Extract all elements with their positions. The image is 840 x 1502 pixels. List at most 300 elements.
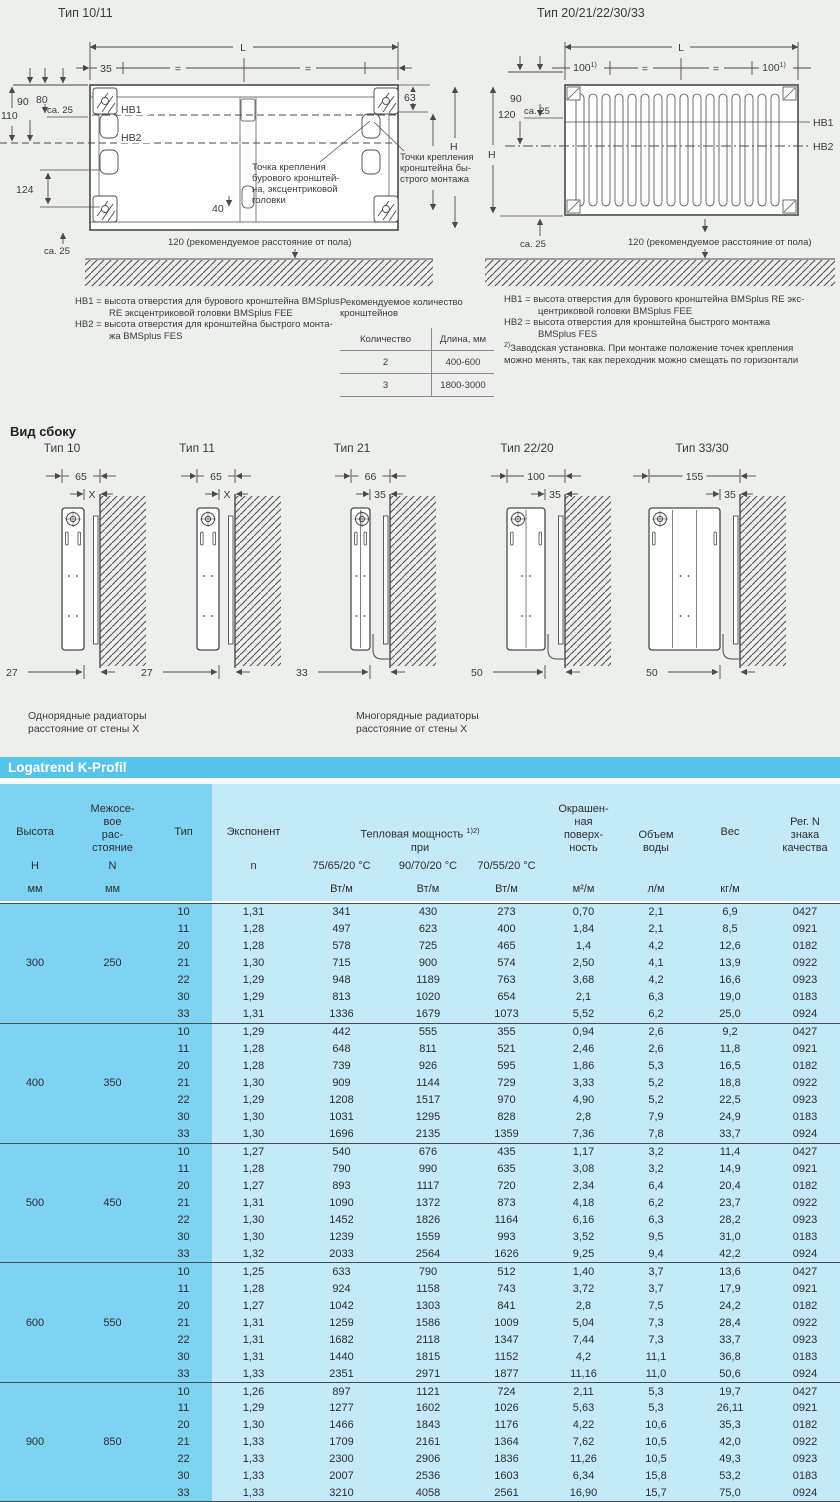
side-inner-dim: X [223,489,231,501]
type-cell: 30 [155,1348,212,1365]
power-75-cell: 1440 [329,1350,354,1363]
side-view-title: Тип 33/30 [675,441,729,455]
exponent-cell: 1,33 [242,1469,265,1482]
power-90-cell: 1158 [416,1282,440,1295]
power-90-cell: 1117 [416,1180,440,1193]
spacing-value: 450 [70,1144,155,1263]
power-75-cell: 1259 [329,1316,354,1329]
reg-number-cell: 0427 [792,1265,818,1278]
volume-cell: 5,3 [648,1402,664,1415]
col-header-type: Тип [174,826,193,838]
power-90-cell: 1189 [416,974,440,987]
type-cell: 22 [155,972,212,989]
exponent-cell: 1,29 [242,1026,265,1039]
exponent-cell: 1,25 [242,1265,265,1278]
unit-wt-1: Вт/м [330,883,353,895]
side-view-title: Тип 21 [333,441,371,455]
power-90-cell: 555 [418,1026,438,1039]
dim-eq-1: = [174,63,182,75]
svg-text:строго монтажа: строго монтажа [400,174,470,185]
power-70-cell: 763 [497,974,516,987]
dim-120: 120 [498,109,516,121]
type-cell: 21 [155,955,212,972]
type-cell: 22 [155,1331,212,1348]
reg-number-cell: 0183 [792,1350,818,1363]
volume-cell: 7,9 [648,1111,664,1124]
power-70-cell: 1836 [494,1452,519,1465]
surface-cell: 4,18 [572,1196,595,1209]
reg-number-cell: 0921 [792,1043,818,1056]
exponent-cell: 1,28 [242,940,265,953]
power-75-cell: 909 [332,1077,351,1090]
spacing-value: 850 [70,1383,155,1501]
bracket-table-title-1: Рекомендуемое количество [340,297,463,308]
col-header-exponent: Экспонент [226,826,281,838]
dim-63: 63 [404,92,416,104]
height-value: 600 [0,1263,70,1382]
power-75-cell: 2033 [329,1247,354,1260]
type-cell: 33 [155,1006,212,1023]
reg-number-cell: 0182 [792,1299,818,1312]
power-70-cell: 1026 [494,1402,519,1415]
volume-cell: 7,8 [648,1128,664,1141]
power-70-cell: 720 [497,1180,516,1193]
type-cell: 10 [155,1263,212,1280]
table-block [0,1262,840,1382]
surface-cell: 16,90 [569,1486,598,1499]
power-75-cell: 341 [332,906,351,919]
weight-cell: 35,3 [719,1419,741,1432]
bracket-cell: 1800-3000 [432,374,494,397]
bracket-cell: 400-600 [432,351,494,374]
type-cell: 33 [155,1126,212,1143]
label-hb2: HB2 [121,132,142,144]
power-90-cell: 4058 [415,1486,441,1499]
height-value: 400 [0,1024,70,1143]
weight-cell: 49,3 [719,1452,741,1465]
bracket-cell: 2 [340,351,432,374]
dim-ca25-bottom-right: ca. 25 [520,239,546,250]
surface-cell: 6,34 [572,1469,595,1482]
power-75-cell: 1090 [329,1196,354,1209]
surface-cell: 3,08 [572,1163,595,1176]
table-header [0,784,840,903]
reg-number-cell: 0922 [792,1436,818,1449]
side-view-diagram [135,438,305,688]
surface-cell: 1,40 [572,1265,595,1278]
weight-cell: 16,6 [719,974,741,987]
caption-single-row: Однорядные радиаторы расстояние от стены X [28,710,147,735]
footnote-hb-left: HB1 = высота отверстия для бурового кронштейна BMSplus RE эксцентриковой головки BMSplus FEE HB2 = высота отверстия для кронштейна быстрого монта- жа BMSplus FES [75,296,340,342]
reg-number-cell: 0924 [792,1367,818,1380]
bracket-col-length: Длина, мм [432,328,494,351]
exponent-cell: 1,27 [242,1299,265,1312]
reg-number-cell: 0923 [792,1213,818,1226]
reg-number-cell: 0924 [792,1486,818,1499]
weight-cell: 28,4 [719,1316,741,1329]
volume-cell: 3,2 [648,1146,664,1159]
power-75-cell: 540 [332,1146,351,1159]
power-70-cell: 993 [497,1230,516,1243]
floor-distance-note-left: 120 (рекомендуемое расстояние от пола) [168,237,352,248]
weight-cell: 20,4 [719,1180,741,1193]
power-75-cell: 578 [332,940,351,953]
volume-cell: 11,1 [645,1350,667,1363]
weight-cell: 11,8 [719,1043,741,1056]
weight-cell: 12,6 [719,940,741,953]
surface-cell: 1,4 [575,940,592,953]
subheader-temp-75: 75/65/20 °C [312,860,371,872]
unit-mm-1: мм [27,883,43,895]
surface-cell: 5,04 [572,1316,595,1329]
weight-cell: 19,7 [719,1385,741,1398]
surface-cell: 2,1 [575,991,592,1004]
svg-text:головки: головки [252,195,286,206]
weight-cell: 50,6 [719,1367,741,1380]
unit-wt-2: Вт/м [416,883,440,895]
weight-cell: 14,9 [719,1163,741,1176]
side-top-dim: 100 [527,471,545,483]
dim-80: 80 [36,94,48,106]
reg-number-cell: 0921 [792,1163,818,1176]
reg-number-cell: 0427 [792,1385,818,1398]
type-cell: 33 [155,1245,212,1262]
exponent-cell: 1,27 [242,1180,265,1193]
type-cell: 22 [155,1092,212,1109]
power-75-cell: 442 [332,1026,351,1039]
wall-hatch [390,496,436,666]
volume-cell: 15,7 [645,1486,667,1499]
reg-number-cell: 0922 [792,1316,818,1329]
reg-number-cell: 0923 [792,1333,818,1346]
type-cell: 20 [155,938,212,955]
wall-hatch [740,496,786,666]
reg-number-cell: 0922 [792,957,818,970]
type-cell: 30 [155,1109,212,1126]
spec-table [0,757,840,1502]
power-75-cell: 1682 [329,1333,354,1346]
weight-cell: 24,9 [719,1111,741,1124]
volume-cell: 7,5 [648,1299,664,1312]
surface-cell: 5,52 [572,1008,595,1021]
volume-cell: 4,2 [648,974,664,987]
floor-hatch-left [85,260,433,286]
side-top-dim: 65 [210,471,222,483]
volume-cell: 3,7 [648,1282,664,1295]
side-inner-dim: 35 [549,489,561,501]
power-90-cell: 790 [418,1265,438,1278]
power-70-cell: 1073 [494,1008,519,1021]
exponent-cell: 1,28 [242,923,265,936]
power-90-cell: 811 [419,1043,437,1056]
dim-90: 90 [17,96,29,108]
reg-number-cell: 0924 [792,1128,818,1141]
volume-cell: 7,3 [648,1333,664,1346]
surface-cell: 3,68 [572,974,595,987]
reg-number-cell: 0427 [792,906,818,919]
power-70-cell: 1603 [494,1469,519,1482]
footnote-hb-right: HB1 = высота отверстия для бурового кронштейна BMSplus RE экс- центриковой головки BMSplus FEE HB2 = высота отверстия для кронштейна быстрого монтажа BMSplus FES $^{2)}$Заводская установка. При монтаже положение точек крепления можно менять, так как переходник можно смещать по горизонтали [504,294,805,366]
type-cell: 11 [155,921,212,938]
radiator-body-ribbed [565,85,798,215]
power-75-cell: 1466 [329,1419,354,1432]
power-90-cell: 1586 [415,1316,441,1329]
surface-cell: 4,90 [572,1094,595,1107]
power-90-cell: 2135 [415,1128,441,1141]
power-75-cell: 790 [332,1163,351,1176]
power-70-cell: 1176 [494,1419,519,1432]
surface-cell: 2,46 [572,1043,595,1056]
type-cell: 10 [155,1144,212,1161]
side-bottom-dim: 33 [296,667,308,679]
table-block [0,903,840,1023]
weight-cell: 17,9 [719,1282,741,1295]
volume-cell: 10,5 [645,1452,667,1465]
weight-cell: 33,7 [719,1128,741,1141]
volume-cell: 4,1 [648,957,664,970]
exponent-cell: 1,31 [242,906,265,919]
type-cell: 21 [155,1195,212,1212]
diagram-title-right: Тип 20/21/22/30/33 [537,6,645,20]
weight-cell: 19,0 [719,991,741,1004]
reg-number-cell: 0921 [792,923,818,936]
exponent-cell: 1,33 [242,1436,265,1449]
exponent-cell: 1,30 [242,1213,265,1226]
power-90-cell: 2118 [416,1333,440,1346]
power-75-cell: 897 [332,1385,351,1398]
height-value: 500 [0,1144,70,1263]
power-75-cell: 2007 [329,1469,354,1482]
exponent-cell: 1,29 [242,1402,265,1415]
panel-body [649,508,720,650]
power-75-cell: 1208 [329,1094,354,1107]
type-cell: 21 [155,1314,212,1331]
wall-hatch [565,496,611,666]
type-cell: 22 [155,1451,212,1468]
type-cell: 22 [155,1211,212,1228]
side-view-title: Тип 22/20 [500,441,554,455]
side-top-dim: 66 [364,471,377,483]
type-cell: 20 [155,1178,212,1195]
product-title-bar: Logatrend K-Profil [0,757,840,778]
dim-ca25-top-right: ca. 25 [524,106,550,117]
side-view-heading: Вид сбоку [10,424,77,439]
power-75-cell: 1709 [329,1436,354,1449]
power-75-cell: 2300 [329,1452,354,1465]
reg-number-cell: 0427 [792,1146,818,1159]
power-90-cell: 1517 [415,1094,441,1107]
height-value: 900 [0,1383,70,1501]
power-70-cell: 1152 [494,1350,519,1363]
reg-number-cell: 0183 [792,1469,818,1482]
power-75-cell: 1239 [329,1230,354,1243]
panel-body [62,508,84,650]
exponent-cell: 1,33 [242,1367,265,1380]
weight-cell: 28,2 [719,1213,741,1226]
weight-cell: 16,5 [719,1060,741,1073]
surface-cell: 6,16 [572,1213,595,1226]
power-75-cell: 497 [332,923,351,936]
volume-cell: 4,2 [648,940,664,953]
floor-distance-note-right: 120 (рекомендуемое расстояние от пола) [628,237,812,248]
weight-cell: 53,2 [719,1469,741,1482]
reg-number-cell: 0183 [792,1111,818,1124]
power-90-cell: 990 [418,1163,438,1176]
subheader-H: H [31,860,39,872]
type-cell: 11 [155,1041,212,1058]
type-cell: 10 [155,904,212,921]
type-cell: 33 [155,1484,212,1501]
weight-cell: 18,8 [719,1077,741,1090]
surface-cell: 0,70 [572,906,595,919]
power-75-cell: 1031 [329,1111,354,1124]
power-70-cell: 654 [497,991,516,1004]
exponent-cell: 1,33 [242,1486,265,1499]
weight-cell: 9,2 [722,1026,738,1039]
exponent-cell: 1,28 [242,1060,265,1073]
dim-eq-r1: = [641,63,649,75]
bracket-table-title-2: кронштейнов [340,308,399,319]
dim-40: 40 [212,203,224,215]
side-view-type-11 [135,438,305,693]
power-70-cell: 743 [497,1282,516,1295]
wall-bracket [384,516,389,644]
dim-100-left: 100$^{1)}$ [573,62,597,74]
power-90-cell: 1843 [415,1419,441,1432]
wall-bracket [559,516,564,644]
power-70-cell: 574 [497,957,516,970]
type-cell: 21 [155,1434,212,1451]
power-90-cell: 725 [418,940,438,953]
side-bottom-dim: 50 [471,667,483,679]
power-70-cell: 1626 [494,1247,519,1260]
dim-L: L [240,42,246,54]
reg-number-cell: 0182 [792,1060,818,1073]
weight-cell: 26,11 [716,1402,744,1415]
exponent-cell: 1,30 [242,957,265,970]
power-70-cell: 1364 [494,1436,519,1449]
weight-cell: 22,5 [719,1094,741,1107]
front-view-type-20-33 [480,0,840,295]
surface-cell: 4,2 [575,1350,592,1363]
exponent-cell: 1,31 [242,1196,265,1209]
volume-cell: 11,0 [645,1367,667,1380]
exponent-cell: 1,30 [242,1128,265,1141]
side-bottom-dim: 27 [141,667,153,679]
volume-cell: 3,7 [648,1265,664,1278]
surface-cell: 3,72 [572,1282,595,1295]
wall-bracket [94,516,99,644]
reg-number-cell: 0182 [792,940,818,953]
exponent-cell: 1,31 [242,1316,265,1329]
dim-90-right: 90 [510,93,522,105]
power-75-cell: 924 [332,1282,351,1295]
surface-cell: 11,16 [570,1367,597,1380]
type-cell: 21 [155,1075,212,1092]
bracket-count-table [340,297,496,397]
exponent-cell: 1,29 [242,1094,265,1107]
surface-cell: 0,94 [572,1026,595,1039]
power-90-cell: 1144 [416,1077,440,1090]
bracket-cell: 3 [340,374,432,397]
weight-cell: 13,6 [719,1265,741,1278]
volume-cell: 15,8 [645,1469,667,1482]
reg-number-cell: 0924 [792,1008,818,1021]
reg-number-cell: 0183 [792,1230,818,1243]
col-header-height: Высота [16,826,54,838]
exponent-cell: 1,30 [242,1230,265,1243]
reg-number-cell: 0924 [792,1247,818,1260]
table-body [0,903,840,1502]
volume-cell: 3,2 [648,1163,664,1176]
power-90-cell: 1602 [415,1402,441,1415]
type-cell: 11 [155,1280,212,1297]
exponent-cell: 1,31 [242,1350,265,1363]
weight-cell: 31,0 [719,1230,741,1243]
exponent-cell: 1,30 [242,1419,265,1432]
type-cell: 30 [155,989,212,1006]
dim-124: 124 [16,184,34,196]
volume-cell: 5,2 [648,1094,664,1107]
volume-cell: 6,3 [648,1213,664,1226]
note-quick-mount-points [400,152,474,185]
wall-hatch [235,496,281,666]
weight-cell: 6,9 [722,906,738,919]
surface-cell: 2,50 [572,957,595,970]
exponent-cell: 1,31 [242,1008,265,1021]
type-cell: 20 [155,1058,212,1075]
power-70-cell: 970 [497,1094,516,1107]
power-75-cell: 1042 [329,1299,354,1312]
power-90-cell: 1372 [415,1196,441,1209]
weight-cell: 36,8 [719,1350,741,1363]
side-inner-dim: 35 [724,489,736,501]
side-inner-dim: 35 [374,489,386,501]
col-header-weight: Вес [720,826,740,838]
col-header-spacing: Межосе- вое рас- стояние [90,803,135,854]
power-70-cell: 1347 [494,1333,519,1346]
unit-mm-2: мм [104,883,121,895]
power-70-cell: 273 [497,906,516,919]
surface-cell: 7,62 [572,1436,595,1449]
dim-eq-2: = [304,63,312,75]
dim-100-right: 100$^{1)}$ [762,62,786,74]
weight-cell: 33,7 [719,1333,741,1346]
power-90-cell: 1815 [415,1350,441,1363]
power-70-cell: 1164 [494,1213,519,1226]
exponent-cell: 1,27 [242,1146,265,1159]
reg-number-cell: 0922 [792,1196,818,1209]
power-75-cell: 1452 [329,1213,354,1226]
label-hb2-right: HB2 [813,141,834,153]
weight-cell: 8,5 [722,923,738,936]
subheader-temp-90: 90/70/20 °C [398,860,458,872]
volume-cell: 5,3 [648,1060,664,1073]
volume-cell: 10,5 [645,1436,667,1449]
power-75-cell: 739 [332,1060,351,1073]
power-75-cell: 1336 [329,1008,354,1021]
reg-number-cell: 0921 [792,1282,818,1295]
surface-cell: 1,17 [572,1146,595,1159]
side-view-diagram [640,438,810,688]
surface-cell: 1,84 [572,923,595,936]
svg-text:кронштейна бы-: кронштейна бы- [400,163,472,174]
volume-cell: 2,6 [648,1043,664,1056]
surface-cell: 2,8 [575,1111,592,1124]
exponent-cell: 1,30 [242,1077,265,1090]
type-cell: 30 [155,1228,212,1245]
power-70-cell: 828 [497,1111,516,1124]
